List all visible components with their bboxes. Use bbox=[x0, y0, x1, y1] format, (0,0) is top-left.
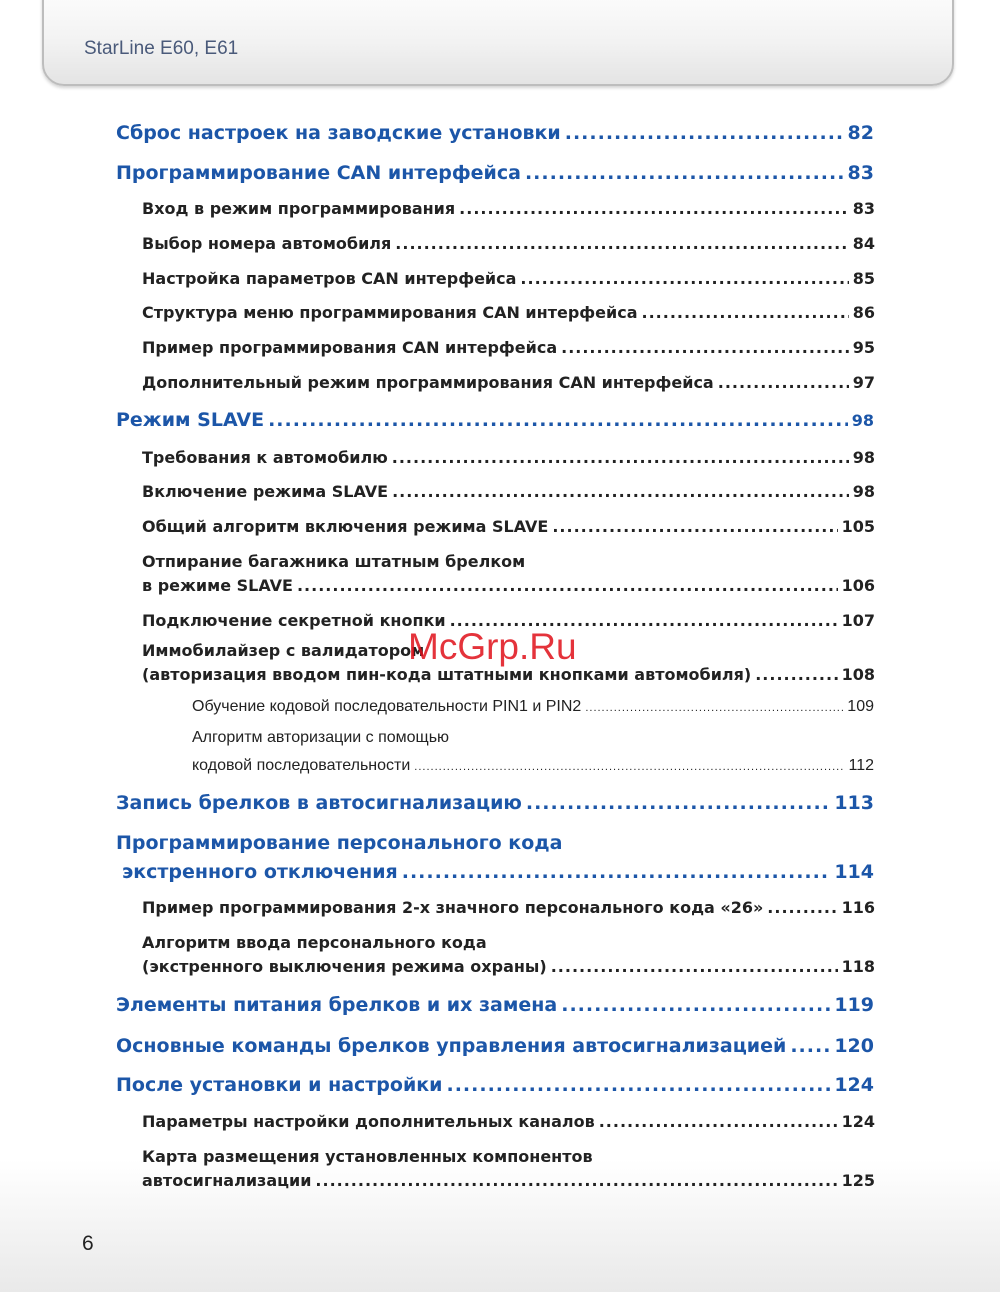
toc-page-number: 118 bbox=[841, 957, 875, 976]
toc-entry-label: Структура меню программирования CAN интерфейса bbox=[142, 303, 638, 322]
toc-leader-dots bbox=[414, 761, 844, 773]
page-number: 6 bbox=[82, 1232, 94, 1255]
toc-entry-label: После установки и настройки bbox=[116, 1074, 443, 1096]
toc-entry-label: Основные команды брелков управления автосигнализацией bbox=[116, 1035, 787, 1057]
toc-page-number: 120 bbox=[834, 1035, 874, 1057]
toc-entry-label: Вход в режим программирования bbox=[142, 199, 456, 218]
toc-leader-dots bbox=[392, 482, 849, 501]
toc-page-number: 113 bbox=[834, 792, 874, 814]
toc-entry-components-map[interactable] bbox=[142, 1171, 875, 1190]
toc-leader-dots bbox=[599, 1112, 838, 1131]
toc-entry-label: Пример программирования 2-х значного персонального кода «26» bbox=[142, 898, 764, 917]
toc-entry-label: автосигнализации bbox=[142, 1171, 312, 1190]
toc-leader-dots bbox=[402, 861, 831, 883]
toc-leader-dots bbox=[395, 234, 848, 253]
toc-entry-components-map-line1: Карта размещения установленных компонентов bbox=[142, 1147, 593, 1166]
toc-page-number: 98 bbox=[852, 448, 875, 467]
toc-entry-label: экстренного отключения bbox=[122, 861, 398, 883]
toc-entry-batteries[interactable] bbox=[116, 994, 874, 1016]
toc-leader-dots bbox=[446, 1074, 830, 1096]
header-title: StarLine E60, E61 bbox=[84, 38, 239, 59]
toc-page-number: 106 bbox=[841, 576, 875, 595]
toc-entry-slave-enable[interactable] bbox=[142, 482, 875, 501]
toc-leader-dots bbox=[392, 448, 849, 467]
toc-page-number: 114 bbox=[834, 861, 874, 883]
toc-page-number: 85 bbox=[852, 269, 875, 288]
toc-entry-after-install[interactable] bbox=[116, 1074, 874, 1096]
toc-leader-dots bbox=[525, 162, 844, 184]
toc-leader-dots bbox=[755, 665, 837, 684]
toc-page-number: 112 bbox=[848, 757, 874, 774]
toc-entry-car-requirements[interactable] bbox=[142, 448, 875, 467]
toc-entry-label: Режим SLAVE bbox=[116, 409, 265, 431]
toc-page-number: 86 bbox=[852, 303, 875, 322]
toc-entry-label: Включение режима SLAVE bbox=[142, 482, 389, 501]
toc-page-number: 98 bbox=[851, 411, 874, 430]
toc-page-number: 97 bbox=[852, 373, 875, 392]
toc-entry-slave-mode[interactable] bbox=[116, 409, 874, 431]
toc-entry-key-fob-record[interactable] bbox=[116, 792, 874, 814]
toc-entry-trunk-unlock[interactable] bbox=[142, 576, 875, 595]
toc-entry-label: Обучение кодовой последовательности PIN1 и PIN2 bbox=[192, 698, 582, 715]
toc-leader-dots bbox=[552, 517, 837, 536]
watermark: McGrp.Ru bbox=[408, 626, 577, 667]
toc-entry-label: Сброс настроек на заводские установки bbox=[116, 122, 561, 144]
toc-page-number: 95 bbox=[852, 338, 875, 357]
toc-entry-car-number[interactable] bbox=[142, 234, 875, 253]
toc-entry-can-programming[interactable] bbox=[116, 162, 874, 184]
toc-entry-personal-code[interactable] bbox=[122, 861, 874, 883]
toc-entry-label: Общий алгоритм включения режима SLAVE bbox=[142, 517, 549, 536]
toc-entry-label: (авторизация вводом пин-кода штатными кнопками автомобиля) bbox=[142, 665, 752, 684]
toc-entry-label: Пример программирования CAN интерфейса bbox=[142, 338, 558, 357]
toc-entry-auth-sequence[interactable] bbox=[192, 757, 874, 775]
toc-leader-dots bbox=[585, 702, 843, 714]
toc-entry-extra-channels[interactable] bbox=[142, 1112, 875, 1131]
toc-entry-can-menu-structure[interactable] bbox=[142, 303, 875, 322]
toc-entry-can-example[interactable] bbox=[142, 338, 875, 357]
toc-entry-slave-algorithm[interactable] bbox=[142, 517, 875, 536]
toc-entry-factory-reset[interactable] bbox=[116, 122, 874, 144]
toc-leader-dots bbox=[520, 269, 848, 288]
toc-entry-pin-learning[interactable] bbox=[192, 698, 874, 716]
toc-leader-dots bbox=[561, 338, 849, 357]
toc-leader-dots bbox=[718, 373, 849, 392]
toc-page-number: 105 bbox=[841, 517, 875, 536]
toc-entry-label: кодовой последовательности bbox=[192, 757, 411, 774]
toc-entry-code-input-line1: Алгоритм ввода персонального кода bbox=[142, 933, 487, 952]
toc-page-number: 83 bbox=[852, 199, 875, 218]
toc-entry-label: Элементы питания брелков и их замена bbox=[116, 994, 558, 1016]
toc-entry-label: (экстренного выключения режима охраны) bbox=[142, 957, 547, 976]
toc-leader-dots bbox=[642, 303, 849, 322]
toc-entry-label: Настройка параметров CAN интерфейса bbox=[142, 269, 517, 288]
toc-entry-label: Параметры настройки дополнительных каналов bbox=[142, 1112, 595, 1131]
toc-leader-dots bbox=[561, 994, 830, 1016]
toc-entry-label: Программирование CAN интерфейса bbox=[116, 162, 521, 184]
toc-page-number: 125 bbox=[841, 1171, 875, 1190]
toc-entry-can-parameters[interactable] bbox=[142, 269, 875, 288]
toc-entry-main-commands[interactable] bbox=[116, 1035, 874, 1057]
toc-entry-auth-line1: Алгоритм авторизации с помощью bbox=[192, 729, 450, 746]
toc-leader-dots bbox=[767, 898, 837, 917]
toc-entry-label: Запись брелков в автосигнализацию bbox=[116, 792, 522, 814]
toc-page-number: 124 bbox=[834, 1074, 874, 1096]
toc-leader-dots bbox=[790, 1035, 830, 1057]
toc-page-number: 82 bbox=[847, 122, 874, 144]
toc-page-number: 98 bbox=[852, 482, 875, 501]
toc-page-number: 108 bbox=[841, 665, 875, 684]
toc-leader-dots bbox=[297, 576, 838, 595]
toc-entry-enter-programming[interactable] bbox=[142, 199, 875, 218]
toc-page-number: 107 bbox=[841, 611, 875, 630]
toc-entry-label: Выбор номера автомобиля bbox=[142, 234, 392, 253]
toc-leader-dots bbox=[526, 792, 830, 814]
toc-leader-dots bbox=[565, 122, 844, 144]
toc-leader-dots bbox=[551, 957, 838, 976]
toc-entry-personal-code-line1: Программирование персонального кода bbox=[116, 832, 563, 854]
toc-leader-dots bbox=[459, 199, 849, 218]
toc-entry-label: Дополнительный режим программирования CAN интерфейса bbox=[142, 373, 714, 392]
toc-page-number: 124 bbox=[841, 1112, 875, 1131]
toc-leader-dots bbox=[268, 409, 848, 431]
toc-entry-personal-code-example[interactable] bbox=[142, 898, 875, 917]
toc-entry-immobilizer-line1: Иммобилайзер с валидатором bbox=[142, 641, 425, 660]
toc-entry-label: Подключение секретной кнопки bbox=[142, 611, 446, 630]
toc-leader-dots bbox=[315, 1171, 837, 1190]
toc-entry-label: в режиме SLAVE bbox=[142, 576, 293, 595]
toc-page-number: 119 bbox=[834, 994, 874, 1016]
toc-entry-label: Требования к автомобилю bbox=[142, 448, 388, 467]
toc-entry-code-input[interactable] bbox=[142, 957, 875, 976]
toc-page-number: 83 bbox=[847, 162, 874, 184]
toc-entry-can-extra-mode[interactable] bbox=[142, 373, 875, 392]
toc-entry-trunk-line1: Отпирание багажника штатным брелком bbox=[142, 552, 526, 571]
toc-page-number: 116 bbox=[841, 898, 875, 917]
toc-page-number: 109 bbox=[847, 698, 874, 715]
toc-page-number: 84 bbox=[852, 234, 875, 253]
